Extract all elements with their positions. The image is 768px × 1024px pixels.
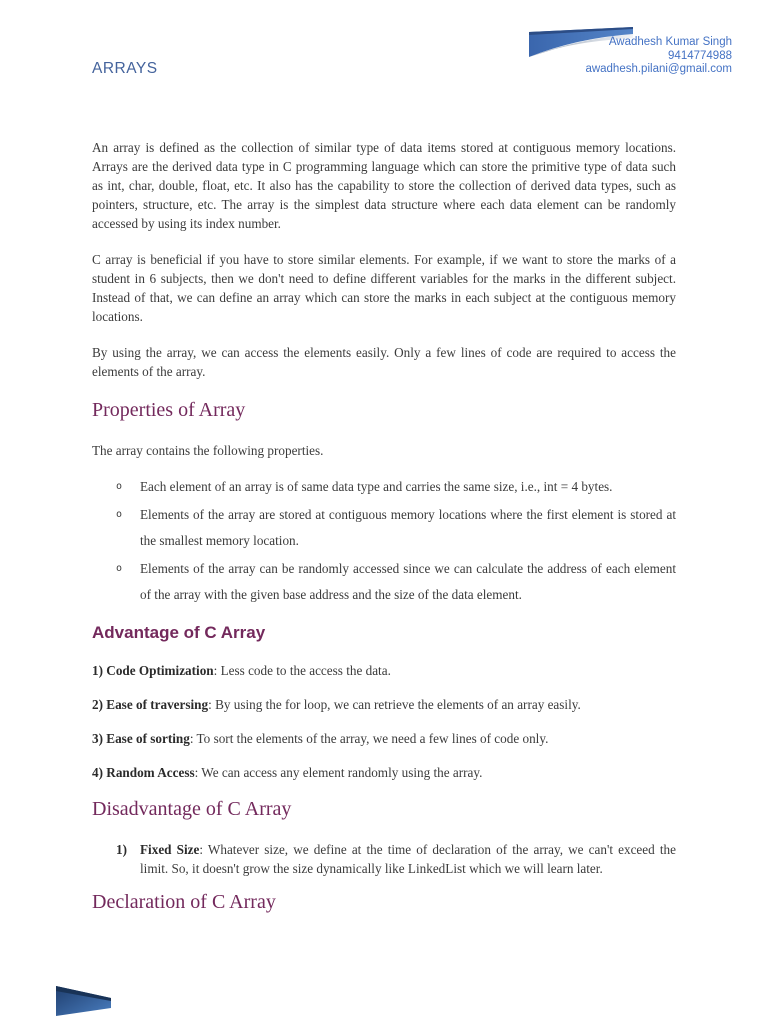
paragraph-array-access: By using the array, we can access the elements easily. Only a few lines of code are required to access the elements of the array.	[92, 345, 676, 379]
paragraph-array-benefit: C array is beneficial if you have to store similar elements. For example, if we want to store the marks of a student in 6 subjects, then we don't need to define different variables for the marks in the different subject. Instead of that, we can define an array which can store the marks in each subject at the contiguous memory locations.	[92, 252, 676, 324]
page-title: ARRAYS	[92, 60, 158, 77]
list-item	[92, 556, 676, 608]
item-number: 3)	[92, 731, 103, 746]
advantage-item	[92, 661, 676, 680]
item-text: : Less code to the access the data.	[213, 663, 391, 678]
item-text: : To sort the elements of the array, we need a few lines of code only.	[189, 731, 549, 746]
bullet-text: Elements of the array are stored at contiguous memory locations where the first element is stored at the smallest memory location.	[140, 507, 676, 548]
list-item	[92, 474, 676, 500]
circle-bullet-icon: o	[116, 481, 123, 492]
item-text: : We can access any element randomly using the array.	[194, 765, 483, 780]
paragraph-array-definition: An array is defined as the collection of similar type of data items stored at contiguous memory locations. Arrays are the derived data type in C programming language which can store the primitive type of data such as int, char, double, float, etc. It also has the capability to store the collection of derived data types, such as pointers, structure, etc. The array is the simplest data structure where each data element can be randomly accessed by using its index number.	[92, 140, 676, 231]
author-email-link[interactable]: awadhesh.pilani@gmail.com	[585, 63, 732, 75]
advantage-item	[92, 763, 676, 782]
item-label: Random Access	[106, 765, 195, 780]
item-number: 4)	[92, 765, 103, 780]
list-item	[92, 502, 676, 554]
heading-advantage-of-c-array: Advantage of C Array	[92, 623, 266, 642]
circle-bullet-icon: o	[116, 563, 123, 574]
item-label: Code Optimization	[106, 663, 214, 678]
item-label: Fixed Size	[140, 842, 200, 857]
properties-intro: The array contains the following properties.	[92, 443, 324, 458]
heading-disadvantage-of-c-array: Disadvantage of C Array	[92, 798, 292, 820]
advantage-item	[92, 729, 676, 748]
heading-properties-of-array: Properties of Array	[92, 399, 246, 421]
page-header	[0, 0, 768, 110]
advantage-item	[92, 695, 676, 714]
contact-info	[585, 36, 732, 77]
item-number: 1)	[116, 842, 127, 857]
item-text: : By using the for loop, we can retrieve the elements of an array easily.	[208, 697, 581, 712]
item-text-block	[140, 840, 676, 878]
author-phone: 9414774988	[668, 49, 732, 62]
bullet-text: Each element of an array is of same data type and carries the same size, i.e., int = 4 bytes.	[140, 479, 613, 494]
circle-bullet-icon: o	[116, 509, 123, 520]
document-body	[92, 138, 676, 933]
disadvantage-item	[92, 840, 676, 878]
item-number: 1)	[92, 663, 103, 678]
bullet-text: Elements of the array can be randomly accessed since we can calculate the address of each element of the array with the given base address and the size of the data element.	[140, 561, 676, 602]
footer-swoosh-icon	[55, 985, 111, 1018]
item-text: : Whatever size, we define at the time of declaration of the array, we can't exceed the limit. So, it doesn't grow the size dynamically like LinkedList which we will learn later.	[140, 842, 676, 876]
properties-bullet-list	[92, 474, 676, 608]
item-label: Ease of traversing	[106, 697, 209, 712]
item-label: Ease of sorting	[106, 731, 190, 746]
item-number: 2)	[92, 697, 103, 712]
author-name: Awadhesh Kumar Singh	[608, 36, 732, 48]
heading-declaration-of-c-array: Declaration of C Array	[92, 891, 276, 913]
